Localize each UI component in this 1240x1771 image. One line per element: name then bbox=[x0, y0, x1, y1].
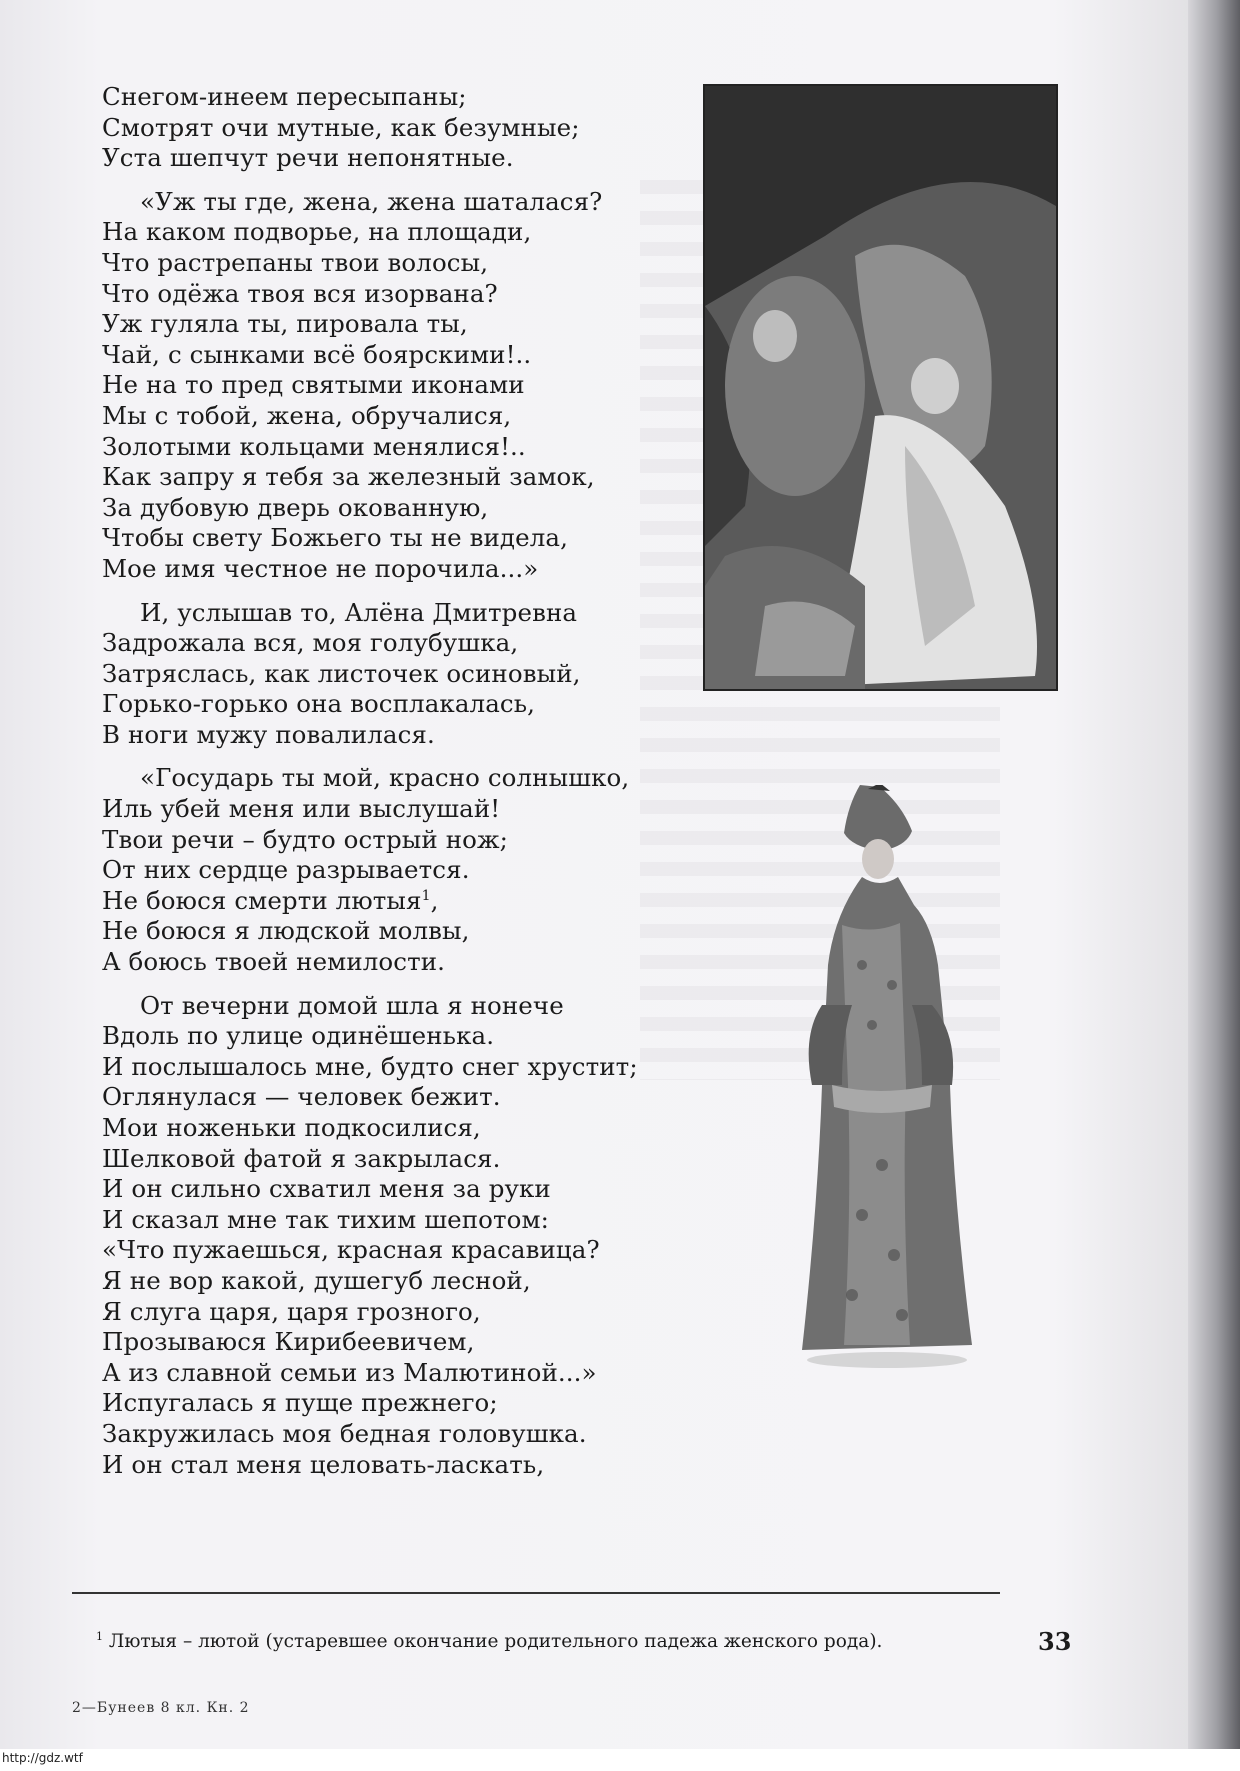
poem-line: Затряслась, как листочек осиновый, bbox=[102, 658, 581, 688]
woman-in-sarafan-illustration bbox=[782, 785, 978, 1370]
poem-line: Задрожала вся, моя голубушка, bbox=[102, 628, 519, 658]
stanza-4 bbox=[102, 763, 722, 977]
poem-line: А из славной семьи из Малютиной...» bbox=[102, 1357, 597, 1387]
poem-line: От них сердце разрывается. bbox=[102, 855, 470, 885]
poem-line: Горько-горько она восплакалась, bbox=[102, 689, 536, 719]
poem-line: Уста шепчут речи непонятные. bbox=[102, 143, 514, 173]
footnote-marker: 1 bbox=[96, 1629, 103, 1643]
poem-line: «Что пужаешься, красная красавица? bbox=[102, 1235, 600, 1265]
poem-line: На каком подворье, на площади, bbox=[102, 217, 532, 247]
footnote-text: Лютыя – лютой (устаревшее окончание родительного падежа женского рода). bbox=[108, 1631, 883, 1652]
poem-line: Уж гуляла ты, пировала ты, bbox=[102, 309, 468, 339]
footnote bbox=[96, 1631, 882, 1652]
poem-line: Прозываюся Кирибеевичем, bbox=[102, 1327, 475, 1357]
book-spine-shadow bbox=[1188, 0, 1240, 1771]
poem-line: Мы с тобой, жена, обручалися, bbox=[102, 400, 512, 430]
poem-line-with-footnote: Не боюся смерти лютыя$^1$, bbox=[102, 885, 439, 915]
poem-line: Шелковой фатой я закрылася. bbox=[102, 1143, 501, 1173]
poem-line: Как запру я тебя за железный замок, bbox=[102, 462, 595, 492]
poem-line: Вдоль по улице одинёшенька. bbox=[102, 1021, 495, 1051]
poem-line: Закружилась моя бедная головушка. bbox=[102, 1418, 587, 1448]
poem-line: Я слуга царя, царя грозного, bbox=[102, 1296, 481, 1326]
page-number: 33 bbox=[1038, 1627, 1072, 1656]
poem-line: Я не вор какой, душегуб лесной, bbox=[102, 1265, 531, 1295]
poem-line: Иль убей меня или выслушай! bbox=[102, 794, 501, 824]
figure-image bbox=[782, 785, 978, 1370]
printer-signature: 2—Бунеев 8 кл. Кн. 2 bbox=[72, 1700, 250, 1716]
watermark-link[interactable]: http://gdz.wtf bbox=[2, 1751, 83, 1765]
poem-line: И он сильно схватил меня за руки bbox=[102, 1174, 551, 1204]
poem-line: Золотыми кольцами менялися!.. bbox=[102, 431, 526, 461]
poem-line: Не боюся я людской молвы, bbox=[102, 916, 470, 946]
poem-line: «Уж ты где, жена, жена шаталася? bbox=[140, 186, 603, 216]
poem-line: Не на то пред святыми иконами bbox=[102, 370, 525, 400]
poem-line: Что растрепаны твои волосы, bbox=[102, 247, 489, 277]
poem-line: От вечерни домой шла я нонече bbox=[140, 990, 564, 1020]
poem-line: Мое имя честное не порочила...» bbox=[102, 553, 539, 583]
painting-illustration bbox=[703, 84, 1058, 691]
poem-line: И, услышав то, Алёна Дмитревна bbox=[140, 597, 578, 627]
poem-text bbox=[102, 82, 722, 1493]
poem-line: «Государь ты мой, красно солнышко, bbox=[140, 763, 630, 793]
footnote-divider bbox=[72, 1592, 1000, 1594]
poem-line: Твои речи – будто острый нож; bbox=[102, 824, 508, 854]
poem-line: Чай, с сынками всё боярскими!.. bbox=[102, 339, 532, 369]
poem-line: Мои ноженьки подкосилися, bbox=[102, 1113, 481, 1142]
poem-line: Испугалась я пуще прежнего; bbox=[102, 1388, 498, 1418]
poem-line: Что одёжа твоя вся изорвана? bbox=[102, 278, 498, 308]
bottom-band bbox=[0, 1749, 1240, 1771]
poem-line: За дубовую дверь окованную, bbox=[102, 492, 489, 522]
painting-image bbox=[705, 86, 1056, 689]
footnote-reference: 1 bbox=[421, 887, 431, 904]
stanza-5 bbox=[102, 991, 722, 1481]
poem-line: И послышалось мне, будто снег хрустит; bbox=[102, 1051, 638, 1081]
poem-line: Смотрят очи мутные, как безумные; bbox=[102, 112, 580, 142]
poem-line: А боюсь твоей немилости. bbox=[102, 947, 446, 977]
poem-line: И сказал мне так тихим шепотом: bbox=[102, 1204, 549, 1234]
stanza-2 bbox=[102, 187, 722, 585]
poem-line: Снегом-инеем пересыпаны; bbox=[102, 82, 467, 111]
stanza-3 bbox=[102, 598, 722, 751]
poem-line: Чтобы свету Божьего ты не видела, bbox=[102, 523, 568, 553]
poem-line: И он стал меня целовать-ласкать, bbox=[102, 1449, 545, 1479]
poem-line: В ноги мужу повалилася. bbox=[102, 719, 435, 749]
poem-line: Оглянулася — человек бежит. bbox=[102, 1082, 501, 1112]
stanza-1 bbox=[102, 82, 722, 174]
poem-line-text: Не боюся смерти лютыя bbox=[102, 885, 422, 915]
